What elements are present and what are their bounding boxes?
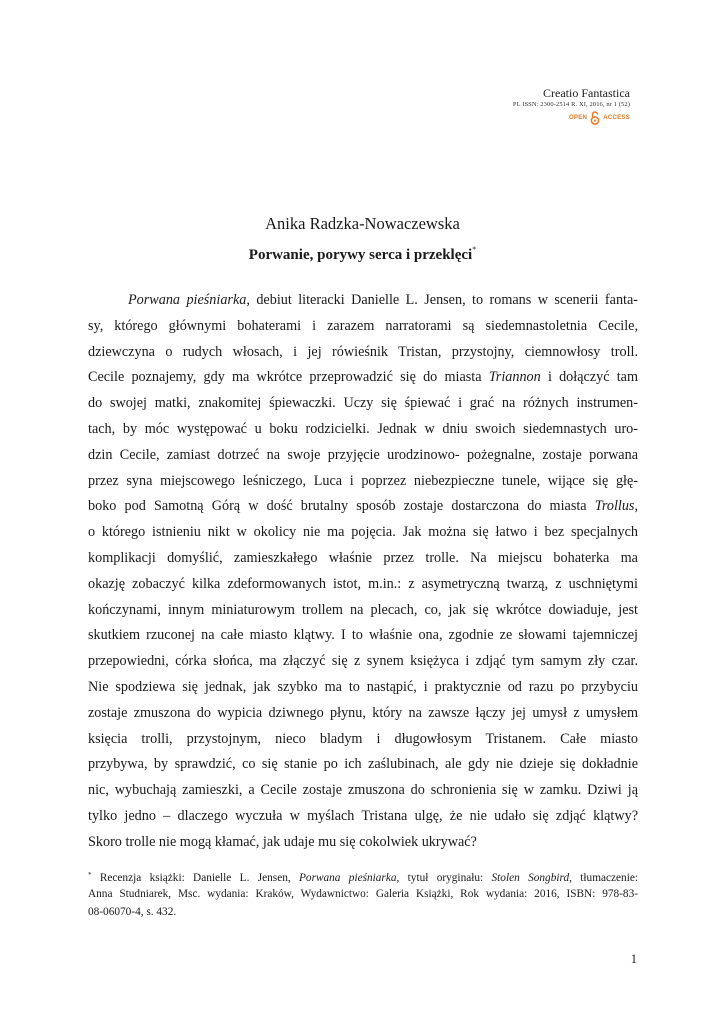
body-line: [88, 675, 638, 701]
footnote-line: [88, 885, 638, 904]
article-title-text: Porwanie, porywy serca i przeklęci: [248, 247, 473, 263]
text-run: nic, wybuchają zamieszki, a Cecile zostaje zmuszona do schronienia się w zamku. Dziwi ją: [88, 782, 638, 799]
body-line: [88, 701, 638, 727]
body-line: [88, 469, 638, 495]
italic-text: Stolen Songbird: [491, 872, 570, 884]
body-line: [88, 804, 638, 830]
journal-issn: PL ISSN: 2300-2514 R. XI, 2016, nr 1 (52): [512, 101, 630, 108]
title-footnote-mark: *: [472, 245, 477, 254]
text-run: okazję zobaczyć kilka zdeformowanych istot, m.in.: z asymetryczną twarzą, z uschniętymi: [88, 575, 638, 592]
text-run: boko pod Samotną Górą w dość brutalny sposób zostaje dostarczona do miasta: [88, 498, 595, 515]
text-run: tylko jedno – dlaczego wyczuła w myślach Tristana ulgę, że nie udało się zdjąć klątwy?: [88, 807, 638, 824]
body-line: [88, 598, 638, 624]
text-run: sy, którego głównymi bohaterami i zarazem narratorami są siedemnastoletnia Cecile,: [88, 317, 638, 334]
italic-text: Trollus: [594, 498, 635, 515]
body-line: [88, 778, 638, 804]
article-author: Anika Radzka-Nowaczewska: [265, 214, 460, 233]
text-run: dziewczyna o rudych włosach, i jej rówieśnik Tristan, przystojny, ciemnowłosy troll.: [88, 343, 638, 360]
open-access-lock-icon: [590, 111, 600, 125]
text-run: kończynami, innym miniaturowym trollem na plecach, co, jak się wkrótce dowiaduje, jest: [88, 601, 638, 618]
body-line: [88, 752, 638, 778]
text-run: i dołączyć tam: [540, 369, 638, 386]
text-run: ,: [634, 498, 638, 515]
text-run: przybywa, by sprawdzić, co się stanie po ich zaślubinach, ale gdy nie dzieje się dokładnie: [88, 756, 638, 773]
journal-header: [513, 86, 630, 125]
text-run: Skoro trolle nie mogą kłamać, jak udaje mu się cokolwiek ukrywać?: [88, 833, 477, 850]
italic-text: Triannon: [488, 369, 541, 386]
text-run: Nie spodziewa się jednak, jak szybko ma to nastąpić, i praktycznie od razu po przybyciu: [88, 678, 638, 695]
body-line: [88, 443, 638, 469]
text-run: tach, by móc występować u boku rodzicielki. Jednak w dniu swoich siedemnastych uro-: [88, 420, 638, 437]
footnote: [88, 866, 638, 922]
body-line: [88, 649, 638, 675]
body-line: [88, 391, 638, 417]
text-run: zostaje zmuszona do wypicia dziwnego płynu, który na zawsze łączy jej umysł z umysłem: [88, 704, 638, 721]
open-access-badge: [513, 111, 630, 125]
article-body: [88, 288, 638, 856]
footnote-line: [88, 903, 638, 922]
text-run: przez syna miejscowego leśniczego, Luca i poprzez niebezpieczne tunele, wijące się głę-: [88, 472, 638, 489]
open-access-label-right: ACCESS: [603, 115, 630, 121]
text-run: komplikacji domyślić, zamieszkałego właśnie przez trolle. Na miejscu bohaterka ma: [88, 549, 638, 566]
body-line: [88, 546, 638, 572]
text-run: Cecile poznajemy, gdy ma wkrótce przeprowadzić się do miasta: [88, 369, 489, 386]
body-line: [88, 365, 638, 391]
text-run: skutkiem rzuconej na całe miasto klątwy. I to właśnie ona, zgodnie ze słowami tajemniczej: [88, 627, 638, 644]
body-line: [88, 830, 638, 856]
text-run: , tłumaczenie:: [569, 872, 638, 884]
text-run: debiut literacki Danielle L. Jensen, to romans w scenerii fanta-: [249, 292, 639, 308]
body-line: [88, 572, 638, 598]
text-run: o którego istnieniu nikt w okolicy nie ma pojęcia. Jak można się łatwo i bez specjalnych: [88, 524, 638, 541]
text-run: przepowiedni, córka słońca, ma złączyć się z synem księżyca i zdjąć tym samym zły czar.: [88, 653, 638, 670]
body-line: [88, 494, 638, 520]
article-title: [0, 245, 725, 264]
text-run: Anna Studniarek, Msc. wydania: Kraków, Wydawnictwo: Galeria Książki, Rok wydania: 2016, ISBN: 978-83-: [88, 887, 638, 900]
footnote-line: [88, 866, 638, 885]
italic-text: Porwana pieśniarka,: [128, 292, 250, 308]
footnote-mark: *: [88, 871, 92, 879]
body-line: [88, 417, 638, 443]
page-number: 1: [630, 952, 637, 966]
journal-name: Creatio Fantastica: [543, 86, 630, 100]
body-line: [88, 340, 638, 366]
text-run: 08-06070-4, s. 432.: [88, 906, 177, 918]
body-line: [88, 288, 638, 314]
text-run: Recenzja książki: Danielle L. Jensen,: [91, 872, 300, 884]
italic-text: Porwana pieśniarka: [299, 872, 397, 884]
text-run: do swojej matki, znakomitej śpiewaczki. Uczy się śpiewać i grać na różnych instrumen-: [88, 395, 638, 412]
body-line: [88, 520, 638, 546]
text-run: , tytuł oryginału:: [396, 872, 492, 884]
text-run: dzin Cecile, zamiast dotrzeć na swoje przyjęcie urodzinowo- pożegnalne, zostaje porwana: [88, 446, 638, 463]
text-run: księcia trolli, przystojnym, nieco bladym i długowłosym Tristanem. Całe miasto: [88, 730, 638, 747]
body-line: [88, 623, 638, 649]
open-access-label-left: OPEN: [568, 115, 588, 121]
body-line: [88, 314, 638, 340]
body-line: [88, 727, 638, 753]
